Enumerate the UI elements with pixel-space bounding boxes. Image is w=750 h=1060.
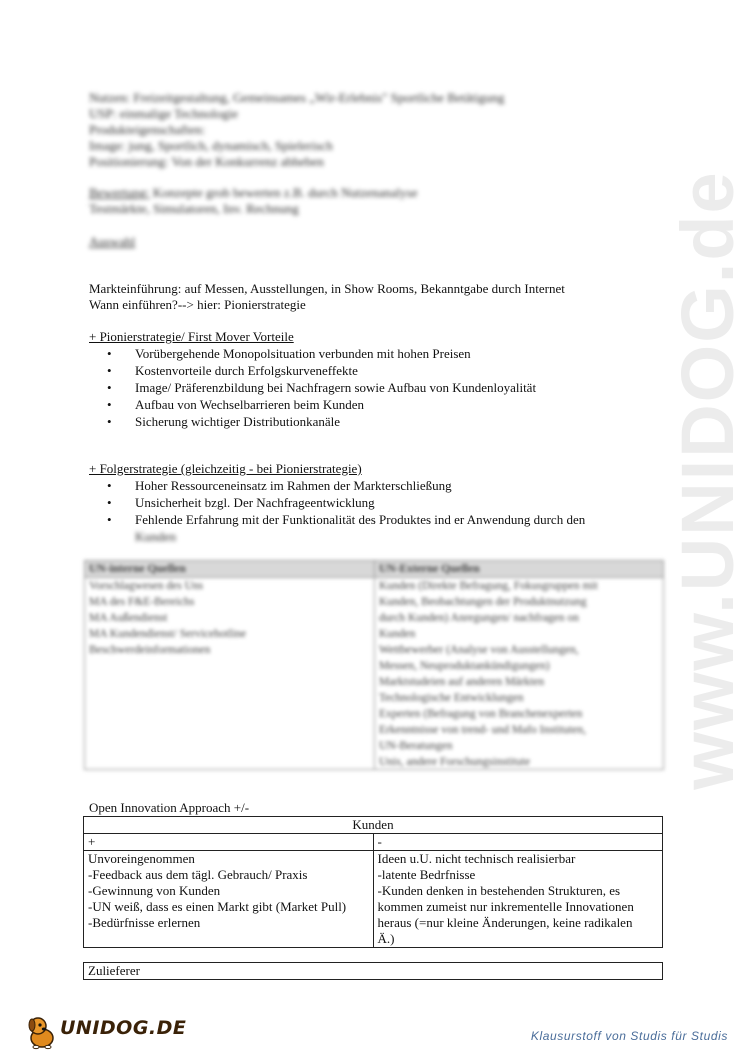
plus-line: -UN weiß, dass es einen Markt gibt (Market Pull) [88,899,347,914]
blurred-eval-rest: Konzepte grob bewerten z.B. durch Nutzenanalyse [149,185,418,200]
table-cell-line: Marktstudeien auf anderen Märkten [379,676,545,688]
table-cell-line: UN-Beratungen [379,740,453,752]
table-cell-line: Erkenntnisse von trend- und Mafo Instituten, [379,724,586,736]
table-cell-line: MA des F&E-Bereichs [89,596,195,608]
list-item: • Image/ Präferenzbildung bei Nachfragern sowie Aufbau von Kundenloyalität [107,380,536,397]
list-item: • Hoher Ressourceneinsatz im Rahmen der Markterschließung [107,478,585,495]
table-cell-line: MA Kundendienst/ Servicehotline [89,628,247,640]
table-cell-line: Technologische Entwicklungen [379,692,524,704]
zulieferer-cell: Zulieferer [83,962,663,980]
footer-tagline: Klausurstoff von Studis für Studis [530,1029,728,1043]
plus-line: -Gewinnung von Kunden [88,883,221,898]
plus-line: Unvoreingenommen [88,851,195,866]
blurred-line: Image: jung, Sportlich, dynamisch, Spielerisch [89,138,333,153]
minus-line: -latente Bedrfnisse [377,867,476,882]
intro-line-1: Markteinführung: auf Messen, Ausstellungen, in Show Rooms, Bekanntgabe durch Internet [89,281,565,296]
minus-line: -Kunden denken in bestehenden Strukturen, es [377,883,621,898]
pionier-heading: + Pionierstrategie/ First Mover Vorteile [89,329,294,344]
minus-cell [373,851,663,948]
table-cell-line: Unis, andere Forschungsinstitute [379,756,531,768]
internal-sources-column [85,561,375,769]
unidog-logo[interactable] [24,1014,187,1050]
kunden-table [83,816,663,948]
kunden-header: Kunden [84,817,663,834]
table-cell-line: Experten (Befragung von Branchenexperten [379,708,583,720]
blurred-eval-line2: Testmärkte, Simulatoren, Inv. Rechnung [89,201,299,216]
list-item: • Vorübergehende Monopolsituation verbunden mit hohen Preisen [107,346,536,363]
intro-line-2: Wann einführen?--> hier: Pionierstrategie [89,297,306,312]
dog-mascot-icon [24,1014,60,1050]
minus-line: kommen zumeist nur inkrementelle Innovationen [377,899,634,914]
list-item: • Aufbau von Wechselbarrieren beim Kunden [107,397,536,414]
table-cell-line: Wettbewerber (Analyse von Ausstellungen, [379,644,579,656]
blurred-top-block [89,90,504,170]
list-item: • Kostenvorteile durch Erfolgskurveneffekte [107,363,536,380]
logo-text: UNIDOG.DE [60,1017,187,1039]
table-cell-line: Kunden (Direkte Befragung, Fokusgruppen mit [379,580,598,592]
blurred-line: Nutzen: Freizeitgestaltung, Gemeinsames „Wir-Erlebnis" Sportliche Betätigung [89,90,505,105]
external-sources-column [375,561,663,769]
blurred-evaluation-block [89,185,418,217]
list-item: • Fehlende Erfahrung mit der Funktionalität des Produktes ind er Anwendung durch den [107,512,585,529]
minus-header: - [373,834,663,851]
open-innovation-title: Open Innovation Approach +/- [89,800,250,815]
plus-header: + [84,834,374,851]
list-item: • Sicherung wichtiger Distributionkanäle [107,414,536,431]
table-cell-line: Kunden [379,628,416,640]
folger-blurred-tail: Kunden [135,529,177,544]
plus-line: -Bedürfnisse erlernen [88,915,201,930]
blurred-sources-table [84,560,664,770]
table-cell-line: Kunden, Beobachtungen der Produktnutzung [379,596,587,608]
table-cell-line: Beschwerdeinformationen [89,644,211,656]
blurred-eval-line [89,185,418,201]
table-cell-line: durch Kunden) Anregungen/ nachfragen on [379,612,579,624]
folger-list [107,478,585,529]
plus-line: -Feedback aus dem tägl. Gebrauch/ Praxis [88,867,308,882]
table-cell-line: MA Außendienst [89,612,168,624]
pionier-list [107,346,536,431]
blurred-eval-label: Bewertung: [89,185,150,200]
external-sources-header: UN-Externe Quellen [375,561,663,578]
table-cell-line: Messen, Neuproduktankündigungen) [379,660,550,672]
blurred-auswahl: Auswahl [89,234,136,249]
minus-line: Ideen u.U. nicht technisch realisierbar [377,851,576,866]
blurred-line: Produkteigenschaften: [89,122,206,137]
minus-line: Ä.) [377,931,395,946]
list-item: • Unsicherheit bzgl. Der Nachfrageentwicklung [107,495,585,512]
watermark-text: www.UNIDOG.de [666,170,749,790]
minus-line: heraus (=nur kleine Änderungen, keine radikalen [377,915,633,930]
folger-heading: + Folgerstrategie (gleichzeitig - bei Pionierstrategie) [89,461,362,476]
plus-cell [84,851,374,948]
table-cell-line: Vorschlagwesen des Uns [89,580,204,592]
internal-sources-header: UN-interne Quellen [85,561,374,578]
blurred-line: Positionierung: Von der Konkurrenz abheben [89,154,324,169]
blurred-line: USP: einmalige Technologie [89,106,239,121]
